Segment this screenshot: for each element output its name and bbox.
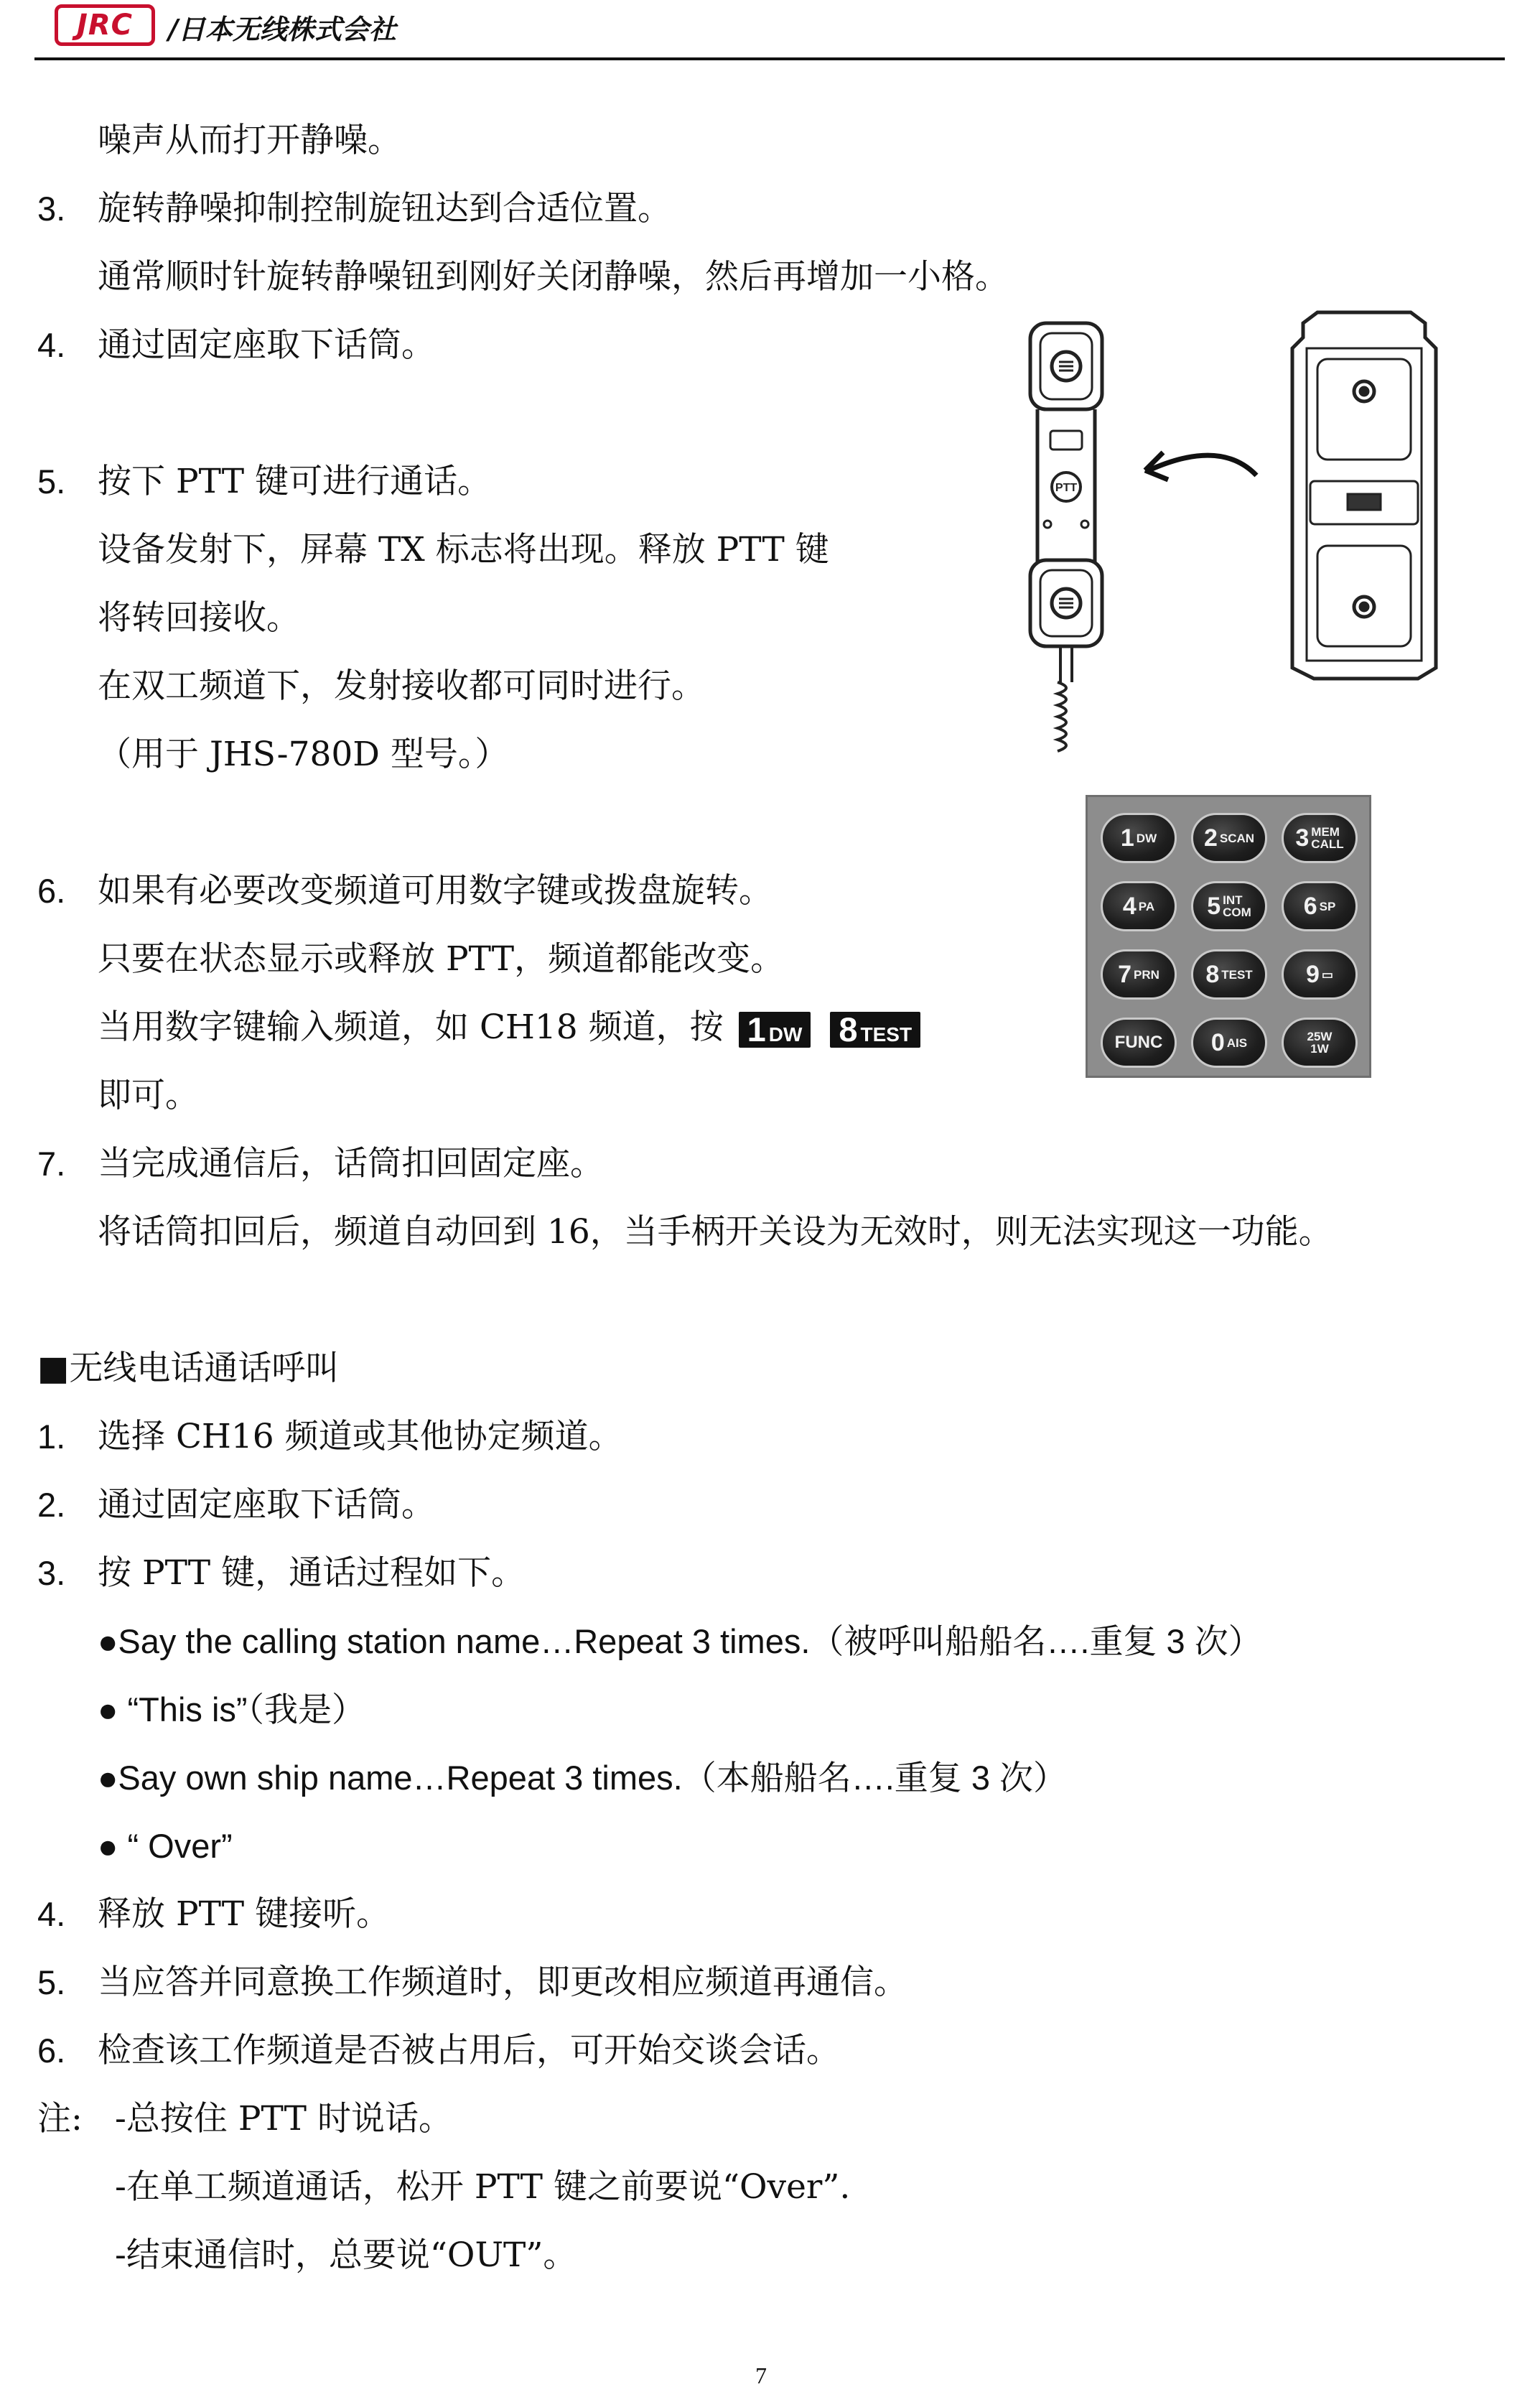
key-8test-inline: 8 TEST — [830, 1012, 920, 1048]
ptt-label: PTT — [1055, 482, 1078, 494]
key-2-scan: 2 SCAN — [1191, 813, 1267, 863]
key-power-25w-1w: 25W 1W — [1282, 1018, 1358, 1068]
bullet-over: ● “ Over” — [98, 1827, 233, 1865]
note-line1: -总按住 PTT 时说话。 — [115, 2099, 452, 2138]
note-label: 注: — [37, 2099, 83, 2138]
key-1-dw: 1 DW — [1101, 813, 1177, 863]
s2-step6-text: 检查该工作频道是否被占用后，可开始交谈会话。 — [98, 2031, 840, 2070]
key-1dw-inline: 1 DW — [739, 1012, 811, 1048]
keypad-image — [1086, 795, 1371, 1078]
step5-line3: 在双工频道下，发射接收都可同时进行。 — [98, 666, 705, 706]
page-number: 7 — [755, 2363, 767, 2388]
step4-number: 4. — [37, 326, 66, 364]
intro-line: 噪声从而打开静噪。 — [98, 121, 401, 160]
s2-step2-text: 通过固定座取下话筒。 — [98, 1485, 435, 1525]
s2-step5-text: 当应答并同意换工作频道时，即更改相应频道再通信。 — [98, 1963, 907, 2002]
s2-step3-text: 按 PTT 键，通话过程如下。 — [98, 1553, 526, 1593]
step3-detail: 通常顺时针旋转静噪钮到刚好关闭静噪，然后再增加一小格。 — [98, 257, 1009, 297]
bullet-calling-station: ●Say the calling station name…Repeat 3 times.（被呼叫船船名….重复 3 次） — [98, 1622, 1262, 1660]
s2-step2-number: 2. — [37, 1486, 66, 1524]
key-4-pa: 4 PA — [1101, 881, 1177, 931]
step5-line1: 设备发射下，屏幕 TX 标志将出现。释放 PTT 键 — [98, 530, 829, 569]
step7-text: 当完成通信后，话筒扣回固定座。 — [98, 1144, 604, 1183]
jrc-logo — [55, 4, 155, 46]
handset-microphone — [1030, 323, 1102, 751]
step6-line3: 即可。 — [98, 1076, 199, 1115]
s2-step1-number: 1. — [37, 1418, 66, 1456]
key-9-display: 9 ▭ — [1282, 949, 1358, 1000]
key-7-prn: 7 PRN — [1101, 949, 1177, 1000]
s2-step5-number: 5. — [37, 1963, 66, 2001]
page-header — [34, 0, 1505, 60]
handset-cradle — [1292, 312, 1436, 679]
step6-line2-text: 当用数字键输入频道，如 CH18 频道，按 — [98, 1007, 724, 1047]
step6-number: 6. — [37, 872, 66, 910]
key-8-test: 8 TEST — [1191, 949, 1267, 1000]
step3-text: 旋转静噪抑制控制旋钮达到合适位置。 — [98, 189, 671, 228]
s2-step4-number: 4. — [37, 1895, 66, 1933]
key-3-mem-call: 3 MEM CALL — [1282, 813, 1358, 863]
key-5-intcom: 5 INT COM — [1191, 881, 1267, 931]
step6-line1: 只要在状态显示或释放 PTT，频道都能改变。 — [98, 939, 785, 979]
step5-line4: （用于 JHS-780D 型号。） — [98, 735, 509, 774]
step4-text: 通过固定座取下话筒。 — [98, 325, 435, 365]
bullet-own-ship: ●Say own ship name…Repeat 3 times.（本船船名….重复 3 次） — [98, 1759, 1068, 1797]
curved-arrow-icon — [1145, 452, 1256, 480]
step6-text: 如果有必要改变频道可用数字键或拨盘旋转。 — [98, 871, 773, 911]
handset-illustration — [1016, 309, 1457, 768]
s2-step4-text: 释放 PTT 键接听。 — [98, 1894, 391, 1934]
key-func: FUNC — [1101, 1018, 1177, 1068]
step5-line2: 将转回接收。 — [98, 598, 300, 638]
logo-text: JRC — [76, 9, 134, 42]
key-6-sp: 6 SP — [1282, 881, 1358, 931]
note-line3: -结束通信时，总要说“OUT”。 — [115, 2235, 577, 2275]
section2-heading: ■无线电话通话呼叫 — [37, 1349, 340, 1388]
s2-step3-number: 3. — [37, 1554, 66, 1592]
step5-text: 按下 PTT 键可进行通话。 — [98, 462, 492, 501]
bullet-this-is: ● “This is”（我是） — [98, 1690, 366, 1728]
note-line2: -在单工频道通话，松开 PTT 键之前要说“Over”. — [115, 2167, 851, 2207]
step7-line1: 将话筒扣回后，频道自动回到 16，当手柄开关设为无效时，则无法实现这一功能。 — [98, 1212, 1333, 1252]
step7-number: 7. — [37, 1145, 66, 1183]
step6-line2 — [98, 1006, 925, 1049]
key-0-ais: 0 AIS — [1191, 1018, 1267, 1068]
s2-step1-text: 选择 CH16 频道或其他协定频道。 — [98, 1417, 622, 1456]
s2-step6-number: 6. — [37, 2031, 66, 2070]
step5-number: 5. — [37, 462, 66, 501]
company-name: /日本无线株式会社 — [168, 13, 396, 45]
step3-number: 3. — [37, 190, 66, 228]
